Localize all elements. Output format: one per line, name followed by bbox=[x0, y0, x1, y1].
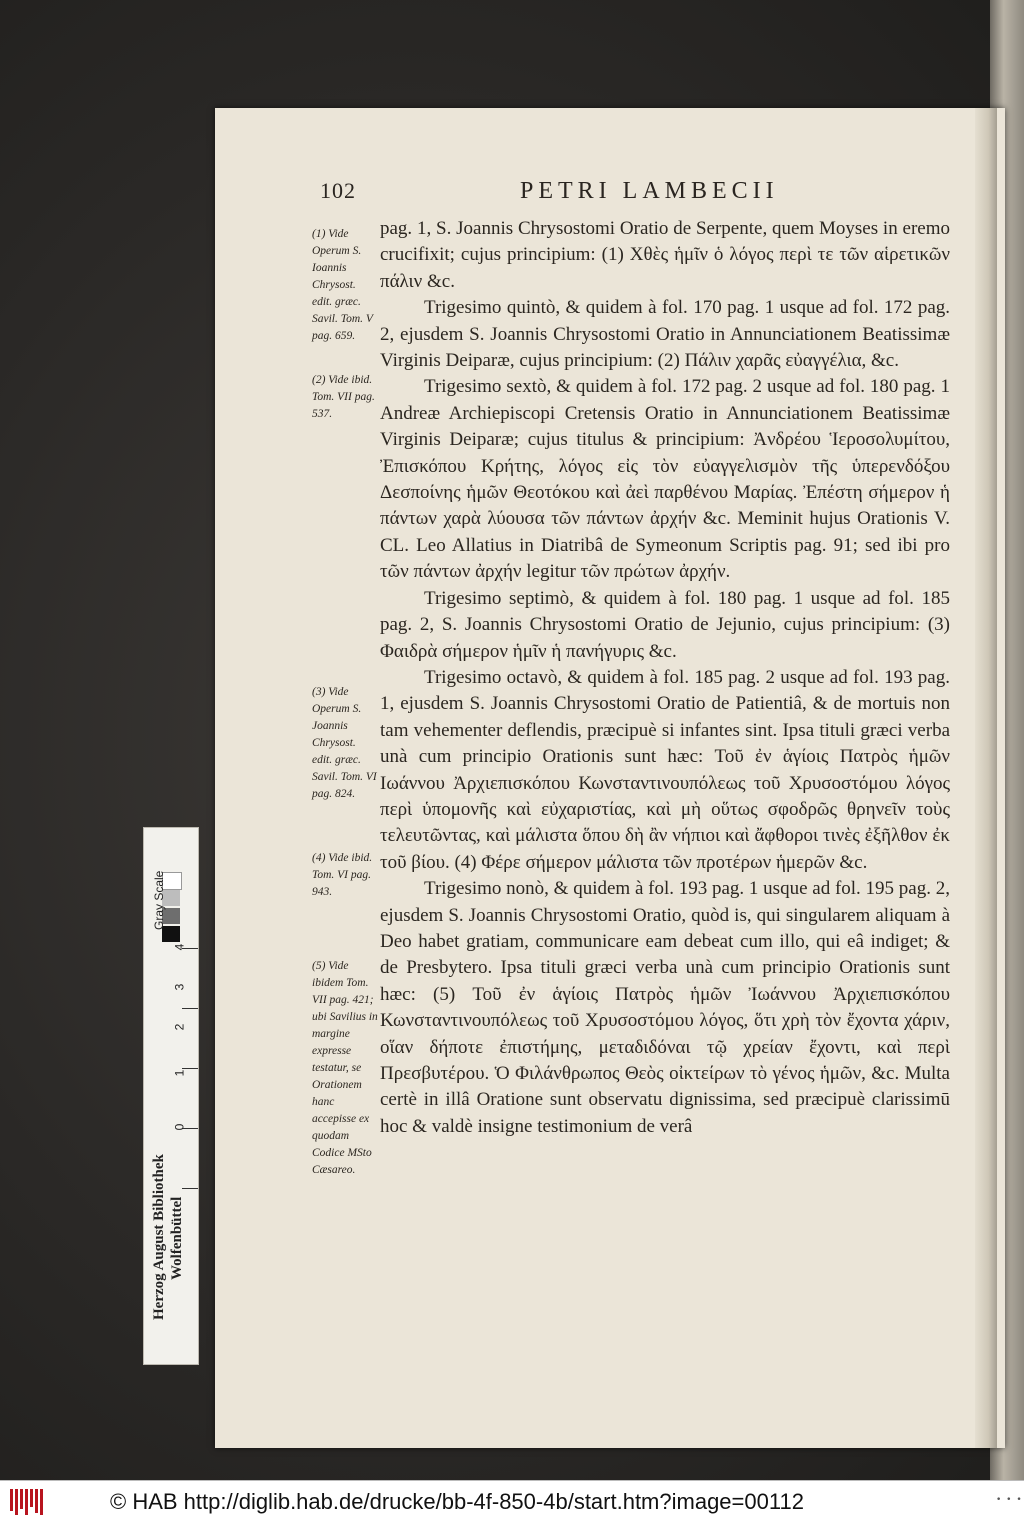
ruler-number: 2 bbox=[172, 1023, 187, 1031]
page-fold-shadow bbox=[975, 108, 997, 1448]
ruler-number: 4 bbox=[172, 943, 187, 951]
institution-name: Herzog August Bibliothek bbox=[151, 1154, 167, 1320]
institution-city: Wolfenbüttel bbox=[169, 1196, 185, 1280]
page-header bbox=[320, 178, 960, 212]
ruler-number: 0 bbox=[172, 1123, 187, 1131]
margin-note: (5) Vide ibidem Tom. VII pag. 421; ubi Savilius in margine expresse testatur, se Orationem hanc accepisse ex quodam Codice MSto Cæsareo. bbox=[312, 960, 378, 1176]
ruler-number: 1 bbox=[172, 1069, 187, 1077]
body-text bbox=[380, 216, 950, 1140]
paragraph: pag. 1, S. Joannis Chrysostomi Oratio de Serpente, quem Moyses in eremo crucifixit; cujus principium: (1) Χθὲς ἡμῖν ὁ λόγος περὶ τε τῶν αἱρετικῶν πάλιν &c. bbox=[380, 218, 950, 292]
paragraph: Trigesimo septimò, & quidem à fol. 180 pag. 1 usque ad fol. 185 pag. 2, S. Joannis Chrysostomi Oratio de Jejunio, cujus principium: (3) Φαιδρὰ σήμερον ἡμῖν ἡ πανήγυρις &c. bbox=[380, 587, 950, 662]
ruler-tick bbox=[182, 1008, 198, 1009]
footer-menu-icon[interactable]: • • • bbox=[996, 1495, 1023, 1505]
margin-note: (2) Vide ibid. Tom. VII pag. 537. bbox=[312, 374, 375, 420]
margin-note: (3) Vide Operum S. Joannis Chrysost. edit. græc. Savil. Tom. VI pag. 824. bbox=[312, 686, 377, 800]
gray-scale-label: Gray Scale bbox=[152, 870, 166, 930]
institution-label bbox=[150, 1154, 186, 1320]
page-number: 102 bbox=[320, 178, 356, 203]
footer-bar bbox=[0, 1480, 1024, 1524]
hab-logo-icon bbox=[10, 1489, 44, 1515]
margin-note: (1) Vide Operum S. Ioannis Chrysost. edit. græc. Savil. Tom. V pag. 659. bbox=[312, 228, 373, 342]
footer-url[interactable]: © HAB http://diglib.hab.de/drucke/bb-4f-850-4b/start.htm?image=00112 bbox=[110, 1489, 804, 1514]
paragraph: Trigesimo quintò, & quidem à fol. 170 pag. 1 usque ad fol. 172 pag. 2, ejusdem S. Joannis Chrysostomi Oratio in Annunciationem Beatissimæ Virginis Deiparæ, cujus principium: (2) Πάλιν χαρᾶς εὐαγγέλια, &c. bbox=[380, 297, 950, 372]
margin-note: (4) Vide ibid. Tom. VI pag. 943. bbox=[312, 852, 373, 898]
running-head: PETRI LAMBECII bbox=[520, 178, 779, 204]
ruler-number: 3 bbox=[172, 983, 187, 991]
paragraph: Trigesimo octavò, & quidem à fol. 185 pag. 2 usque ad fol. 193 pag. 1, ejusdem S. Joannis Chrysostomi Oratio de Patientiâ, & de mortuis non tam vehementer deflendis, præcipuè si infantes sint. Ipsa tituli græci verba unà cum principio Orationis sunt hæc: Τοῦ ἐν ἁγίοις Πατρὸς ἡμῶν Ιωάννου Ἀρχιεπισκόπου Κωνσταντινουπόλεως τοῦ Χρυσοστόμου λόγος περὶ ὑπομονῆς καὶ εὐχαριστίας, καὶ μὴ οὕτως σφοδρῶς θρηνεῖν τοὺς τελευτῶντας, καὶ μάλιστα ὅπου δὴ ἂν νήπιοι καὶ ἄφθοροι τινὲς ἐξῆλθον ἐκ τοῦ βίου. (4) Φέρε σήμερον μάλιστα τῶν προτέρων ἡμερῶν &c. bbox=[380, 666, 950, 873]
paragraph: Trigesimo nonò, & quidem à fol. 193 pag. 1 usque ad fol. 195 pag. 2, ejusdem S. Joannis Chrysostomi Oratio, quòd is, qui singularem aliquam à Deo habet gratiam, communicare eam debeat cum illo, qui eâ indiget; & de Presbytero. Ipsa tituli græci verba unà cum principio Orationis sunt hæc: (5) Τοῦ ἐν ἁγίοις Πατρὸς ἡμῶν Ἰωάννου Ἀρχιεπισκόπου Κωνσταντινουπόλεως τοῦ Χρυσοστόμου λόγος, ὅτι χρὴ τὸν ἔχοντα χάριν, οἵαν δήποτε ἐπιστήμης, μεταδιδόναι τῷ χρείαν ἔχοντι, καὶ περὶ Πρεσβυτέρου. Ὁ Φιλάνθρωπος Θεὸς οἰκτείρων τὸ γένος ἡμῶν, &c. Multa certè in illâ Oratione sunt observatu dignissima, sed præcipuè clarissimū hoc & valdè insigne testimonium de verâ bbox=[380, 878, 950, 1137]
paragraph: Trigesimo sextò, & quidem à fol. 172 pag. 2 usque ad fol. 180 pag. 1 Andreæ Archiepiscopi Cretensis Oratio in Annunciationem Beatissimæ Virginis Deiparæ; cujus titulus & principium: Ἀνδρέου Ἱεροσολυμίτου, Ἐπισκόπου Κρήτης, λόγος εἰς τὸν εὐαγγελισμὸν τῆς ὑπερενδόξου Δεσποίνης ἡμῶν Θεοτόκου καὶ ἀεὶ παρθένου Μαρίας. Ἐπέστη σήμερον ἡ πάντων χαρὰ λύουσα τῶν πάντων ἀρχήν &c. Meminit hujus Orationis V. CL. Leo Allatius in Diatribâ de Symeonum Scriptis pag. 91; sed ibi pro τῶν πάντων ἀρχήν legitur τῶν πρώτων ἀρχήν. bbox=[380, 376, 950, 583]
